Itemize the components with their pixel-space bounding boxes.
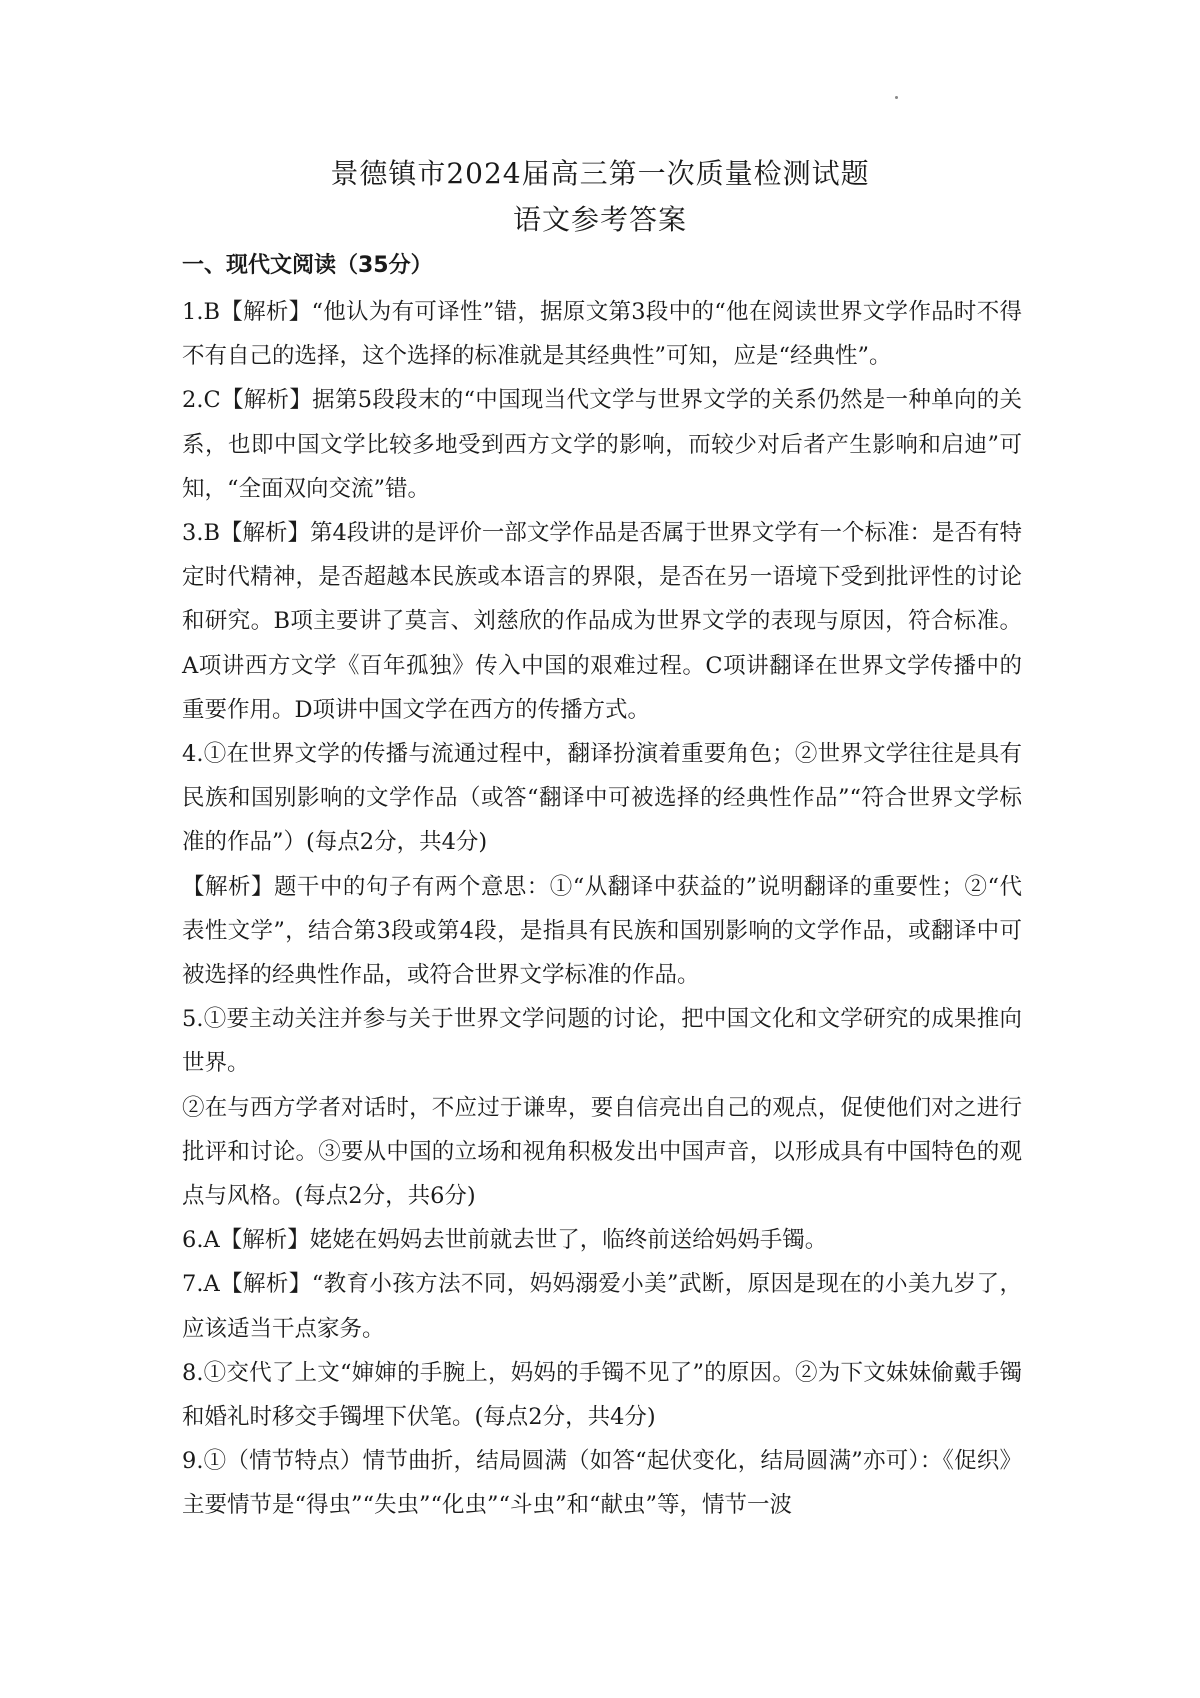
answer-paragraph: 5.①要主动关注并参与关于世界文学问题的讨论，把中国文化和文学研究的成果推向世界。 xyxy=(182,1006,1022,1077)
scan-dot xyxy=(895,96,898,99)
answer-paragraph: 9.①（情节特点）情节曲折，结局圆满（如答“起伏变化，结局圆满”亦可）：《促织》主要情节是“得虫”“失虫”“化虫”“斗虫”和“献虫”等，情节一波 xyxy=(182,1448,1022,1519)
answer-paragraph: 7.A【解析】“教育小孩方法不同，妈妈溺爱小美”武断，原因是现在的小美九岁了，应该适当干点家务。 xyxy=(182,1271,1022,1342)
answer-paragraph: 4.①在世界文学的传播与流通过程中，翻译扮演着重要角色；②世界文学往往是具有民族和国别影响的文学作品（或答“翻译中可被选择的经典性作品”“符合世界文学标准的作品”）(每点2分，共4分) xyxy=(182,741,1022,856)
answer-paragraph: 【解析】题干中的句子有两个意思：①“从翻译中获益的”说明翻译的重要性；②“代表性文学”，结合第3段或第4段，是指具有民族和国别影响的文学作品，或翻译中可被选择的经典性作品，或符合世界文学标准的作品。 xyxy=(182,873,1022,989)
answer-paragraph: ②在与西方学者对话时，不应过于谦卑，要自信亮出自己的观点，促使他们对之进行批评和讨论。③要从中国的立场和视角积极发出中国声音，以形成具有中国特色的观点与风格。(每点2分，共6分) xyxy=(182,1094,1022,1210)
answer-paragraph: 2.C【解析】据第5段段末的“中国现当代文学与世界文学的关系仍然是一种单向的关系，也即中国文学比较多地受到西方文学的影响，而较少对后者产生影响和启迪”可知，“全面双向交流”错。 xyxy=(182,387,1022,502)
answer-paragraph: 3.B【解析】第4段讲的是评价一部文学作品是否属于世界文学有一个标准：是否有特定时代精神，是否超越本民族或本语言的界限，是否在另一语境下受到批评性的讨论和研究。B项主要讲了莫言、刘慈欣的作品成为世界文学的表现与原因，符合标准。A项讲西方文学《百年孤独》传入中国的艰难过程。C项讲翻译在世界文学传播中的重要作用。D项讲中国文学在西方的传播方式。 xyxy=(182,520,1022,723)
answer-paragraph: 8.①交代了上文“婶婶的手腕上，妈妈的手镯不见了”的原因。②为下文妹妹偷戴手镯和婚礼时移交手镯埋下伏笔。(每点2分，共4分) xyxy=(182,1359,1022,1431)
answer-paragraph: 1.B【解析】“他认为有可译性”错，据原文第3段中的“他在阅读世界文学作品时不得不有自己的选择，这个选择的标准就是其经典性”可知，应是“经典性”。 xyxy=(182,299,1022,370)
document-subtitle: 语文参考答案 xyxy=(512,203,687,236)
document-title: 景德镇市2024届高三第一次质量检测试题 xyxy=(330,157,870,190)
answer-paragraph: 6.A【解析】姥姥在妈妈去世前就去世了，临终前送给妈妈手镯。 xyxy=(182,1227,828,1254)
answer-content xyxy=(182,290,1022,1528)
section-heading: 一、现代文阅读（35分） xyxy=(182,253,433,278)
